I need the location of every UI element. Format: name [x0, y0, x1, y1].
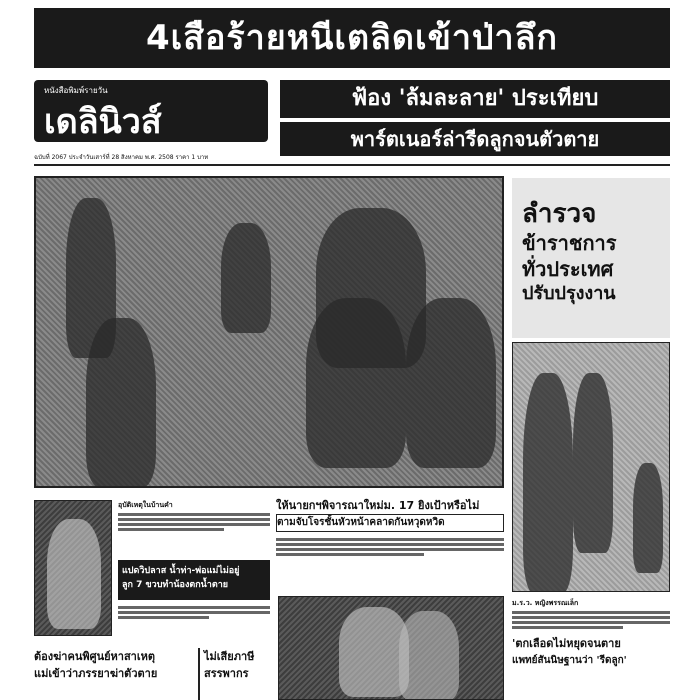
text-line: [276, 553, 424, 556]
photo-figure: [221, 223, 271, 333]
box-headline-1: แปดวิปลาส น้ำท่า-พ่อแม่ไม่อยู่: [122, 566, 240, 576]
left-story: [118, 500, 270, 546]
photo-figure: [406, 298, 496, 468]
masthead-logo: [34, 80, 268, 142]
main-photo: [34, 176, 504, 488]
bottom-right-2: แพทย์สันนิษฐานว่า 'รีดลูก': [512, 655, 627, 666]
text-line: [118, 513, 270, 516]
issue-line: ฉบับที่ 2067 ประจำวันเสาร์ที่ 28 สิงหาคม พ.ศ. 2508 ราคา 1 บาท: [34, 154, 209, 161]
bottom-left-story: [34, 648, 194, 700]
photo-figure: [86, 318, 156, 488]
text-line: [118, 518, 270, 521]
side-sub-3: ปรับปรุงงาน: [522, 283, 616, 304]
bottom-mid-2: สรรพากร: [204, 667, 249, 680]
bottom-left-2: แม่เข้าว่าภรรยาฆ่าตัวตาย: [34, 667, 158, 680]
text-line: [512, 626, 623, 629]
left-caption: อุบัติเหตุในบ้านคำ: [118, 501, 173, 509]
paper-name: เดลินิวส์: [44, 102, 162, 142]
text-line: [118, 606, 270, 609]
bottom-mid-story: [198, 648, 270, 700]
text-line: [276, 538, 504, 541]
mid-story: [276, 498, 504, 588]
bottom-mid-1: ไม่เสียภาษี: [204, 650, 255, 663]
photo-figure: [573, 373, 613, 553]
text-line: [118, 528, 224, 531]
text-line: [118, 616, 209, 619]
mid-headline-1: ให้นายกฯพิจารณาใหม่ม. 17 ยิงเป้าหรือไม่: [276, 499, 480, 512]
side-sub-2: ทั่วประเทศ: [522, 257, 614, 281]
bottom-right-caption: ม.ร.ว. หญิงพรรณเล็ก: [512, 599, 579, 607]
text-line: [512, 611, 670, 614]
photo-figure: [399, 611, 459, 700]
photo-figure: [47, 519, 101, 629]
boxed-story: [118, 560, 270, 600]
bottom-right-1: 'ตกเลือดไม่หยุดจนตาย: [512, 637, 621, 650]
text-line: [512, 621, 670, 624]
text-line: [118, 611, 270, 614]
bottom-right-story: [512, 598, 670, 700]
photo-figure: [633, 463, 663, 573]
headline-3-text: พาร์ตเนอร์ล่ารีดลูกจนตัวตาย: [350, 127, 600, 151]
portrait-photo: [34, 500, 112, 636]
side-headline-block: [512, 178, 670, 338]
boxed-story-text: [118, 604, 270, 636]
bottom-left-1: ต้องฆ่าคนพิศูนย์หาสาเหตุ: [34, 650, 156, 663]
side-sub-1: ข้าราชการ: [522, 231, 617, 255]
headline-2: [280, 80, 670, 118]
rule-line: [34, 164, 670, 166]
photo-figure: [523, 373, 573, 592]
text-line: [276, 548, 504, 551]
box-headline-2: ลูก 7 ขวบทำน้องตกน้ำตาย: [122, 580, 229, 590]
top-headline-banner: [34, 8, 670, 68]
text-line: [512, 616, 670, 619]
text-line: [118, 523, 270, 526]
headline-2-text: ฟ้อง 'ล้มละลาย' ประเทียบ: [351, 86, 599, 111]
top-headline: 4เสือร้ายหนีเตลิดเข้าป่าลึก: [145, 18, 559, 58]
right-photo: [512, 342, 670, 592]
photo-figure: [306, 298, 406, 468]
mid-headline-2: ตามจับโจรชั้นหัวหน้าคลาดกันหวุดหวิด: [276, 514, 504, 532]
mid-photo: [278, 596, 504, 700]
text-line: [276, 543, 504, 546]
side-title: ลำรวจ: [522, 199, 597, 229]
headline-3: [280, 122, 670, 156]
paper-name-small: หนังสือพิมพ์รายวัน: [44, 86, 108, 95]
